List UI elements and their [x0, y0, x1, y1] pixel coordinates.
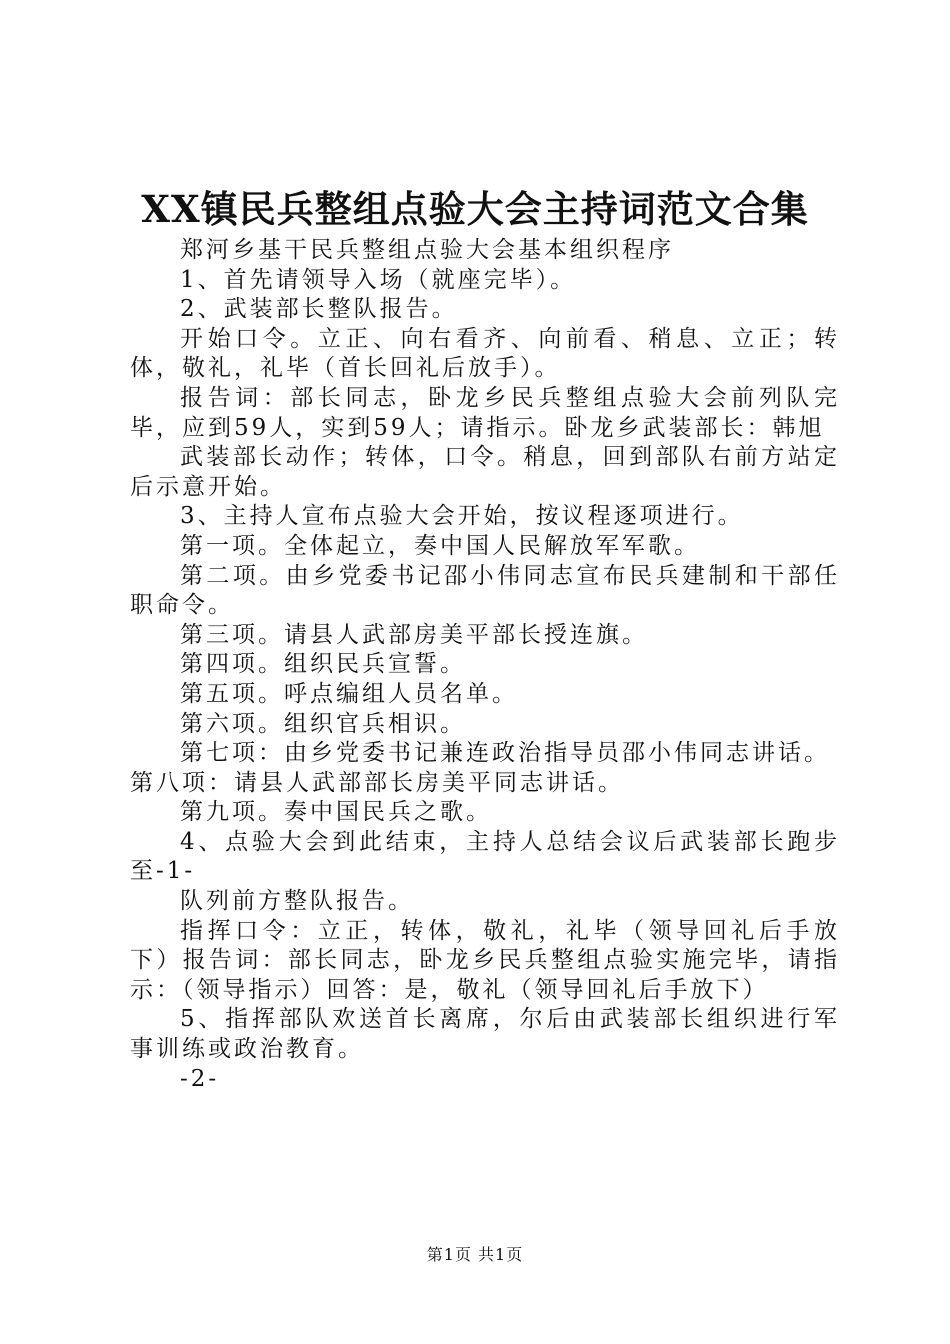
paragraph-step-1: 1、首先请领导入场（就座完毕）。 [180, 266, 577, 293]
paragraph-item-3: 第三项。请县人武部房美平部长授连旗。 [180, 621, 648, 648]
paragraph-formation-report: 队列前方整队报告。 [180, 888, 414, 915]
paragraph-program-heading: 郑河乡基干民兵整组点验大会基本组织程序 [180, 237, 674, 263]
paragraph-item-1: 第一项。全体起立，奏中国人民解放军军歌。 [180, 532, 700, 559]
paragraph-item-4: 第四项。组织民兵宣誓。 [180, 651, 466, 678]
document-body [130, 236, 840, 1094]
paragraph-step-4: 4、点验大会到此结束，主持人总结会议后武装部长跑步至-1- [130, 828, 840, 885]
paragraph-start-command: 开始口令。立正、向右看齐、向前看、稍息、立正；转体，敬礼，礼毕（首长回礼后放手）。 [130, 325, 840, 382]
page-footer: 第1页 共1页 [426, 1245, 524, 1264]
paragraph-command-words: 指挥口令：立正，转体，敬礼，礼毕（领导回礼后手放下）报告词：部长同志，卧龙乡民兵整组点验实施完毕，请指示：（领导指示）回答：是，敬礼（领导回礼后手放下） [130, 917, 840, 1003]
paragraph-step-5: 5、指挥部队欢送首长离席，尔后由武装部长组织进行军事训练或政治教育。 [130, 1006, 840, 1063]
paragraph-page-marker: -2- [180, 1065, 220, 1092]
document-title: XX镇民兵整组点验大会主持词范文合集 [141, 187, 809, 231]
paragraph-step-3: 3、主持人宣布点验大会开始，按议程逐项进行。 [180, 503, 744, 530]
paragraph-item-2: 第二项。由乡党委书记邵小伟同志宣布民兵建制和干部任职命令。 [130, 562, 840, 619]
paragraph-step-2: 2、武装部长整队报告。 [180, 296, 458, 323]
paragraph-item-9: 第九项。奏中国民兵之歌。 [180, 799, 492, 826]
paragraph-report-words: 报告词：部长同志，卧龙乡民兵整组点验大会前列队完毕，应到59人，实到59人；请指示。卧龙乡武装部长：韩旭 [130, 384, 840, 441]
paragraph-item-8: 第八项：请县人武部部长房美平同志讲话。 [130, 769, 624, 796]
paragraph-minister-action: 武装部长动作；转体，口令。稍息，回到部队右前方站定后示意开始。 [130, 444, 840, 500]
paragraph-item-6: 第六项。组织官兵相识。 [180, 710, 466, 737]
paragraph-item-7: 第七项：由乡党委书记兼连政治指导员邵小伟同志讲话。 [180, 740, 830, 767]
paragraph-item-5: 第五项。呼点编组人员名单。 [180, 680, 518, 707]
